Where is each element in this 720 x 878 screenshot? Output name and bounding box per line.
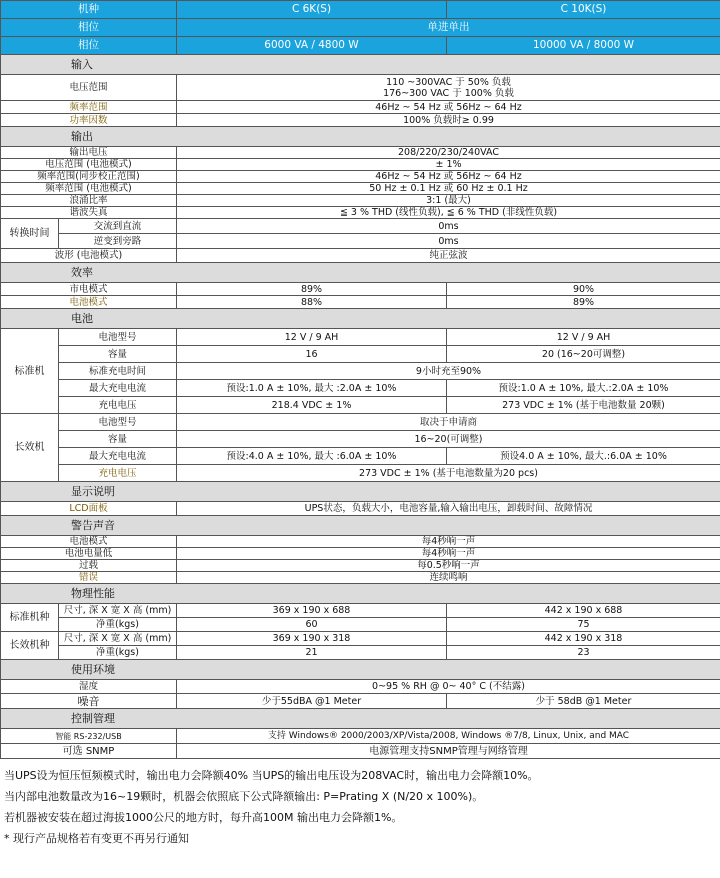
eff-ac-b: 90% <box>447 283 720 296</box>
phase-label: 相位 <box>1 19 177 37</box>
alarm-bat-label: 电池模式 <box>1 536 177 548</box>
battery-std-label: 标准机 <box>1 329 59 414</box>
input-freq-value: 46Hz ~ 54 Hz 或 56Hz ~ 64 Hz <box>177 101 720 114</box>
lcd-label: LCD面板 <box>1 502 177 516</box>
noise-b: 少于 58dB @1 Meter <box>447 694 720 709</box>
section-physical: 物理性能 <box>1 584 720 604</box>
eff-bat-b: 89% <box>447 296 720 309</box>
long-weight-a: 21 <box>177 646 447 660</box>
transfer-ac-value: 0ms <box>177 219 720 234</box>
phase-value: 单进单出 <box>177 19 720 37</box>
output-sync-freq-value: 46Hz ~ 54 Hz 或 56Hz ~ 64 Hz <box>177 171 720 183</box>
alarm-bat-value: 每4秒响一声 <box>177 536 720 548</box>
std-weight-label: 净重(kgs) <box>59 618 177 632</box>
waveform-label: 波形 (电池模式) <box>1 249 177 263</box>
eff-bat-a: 88% <box>177 296 447 309</box>
output-bat-voltage-label: 电压范围 (电池模式) <box>1 159 177 171</box>
long-type-label: 电池型号 <box>59 414 177 431</box>
long-weight-b: 23 <box>447 646 720 660</box>
std-weight-a: 60 <box>177 618 447 632</box>
input-voltage-value: 110 ~300VAC 于 50% 负载 176~300 VAC 于 100% 负载 <box>177 75 720 101</box>
eff-ac-label: 市电模式 <box>1 283 177 296</box>
long-charge-v-label: 充电电压 <box>59 465 177 482</box>
note-line-2: 当内部电池数量改为16~19颗时，机器会依照底下公式降额输出: P=Prating X (N/20 x 100%)。 <box>4 790 484 803</box>
physical-std-label: 标准机种 <box>1 604 59 632</box>
footnotes <box>0 759 720 849</box>
note-line-3: 若机器被安装在超过海拔1000公尺的地方时，每升高100M 输出电力会降额1%。 <box>4 811 403 824</box>
std-type-b: 12 V / 9 AH <box>447 329 720 346</box>
long-dim-a: 369 x 190 x 318 <box>177 632 447 646</box>
long-cap-label: 容量 <box>59 431 177 448</box>
alarm-overload-value: 每0.5秒响一声 <box>177 560 720 572</box>
note-line-1: 当UPS设为恒压恒频模式时，输出电力会降额40% 当UPS的输出电压设为208VAC时，输出电力会降额10%。 <box>4 769 539 782</box>
transfer-ac-label: 交流到直流 <box>59 219 177 234</box>
section-output: 输出 <box>1 127 720 147</box>
long-charge-v-value: 273 VDC ± 1% (基于电池数量为20 pcs) <box>177 465 720 482</box>
std-max-current-label: 最大充电电流 <box>59 380 177 397</box>
humidity-value: 0~95 % RH @ 0~ 40° C (不结露) <box>177 680 720 694</box>
std-dim-a: 369 x 190 x 688 <box>177 604 447 618</box>
long-weight-label: 净重(kgs) <box>59 646 177 660</box>
std-charge-v-label: 充电电压 <box>59 397 177 414</box>
alarm-low-value: 每4秒响一声 <box>177 548 720 560</box>
std-cap-label: 容量 <box>59 346 177 363</box>
input-freq-label: 频率范围 <box>1 101 177 114</box>
std-type-a: 12 V / 9 AH <box>177 329 447 346</box>
std-charge-time-value: 9小时充至90% <box>177 363 720 380</box>
alarm-overload-label: 过载 <box>1 560 177 572</box>
long-dim-b: 442 x 190 x 318 <box>447 632 720 646</box>
std-charge-v-a: 218.4 VDC ± 1% <box>177 397 447 414</box>
noise-label: 噪音 <box>1 694 177 709</box>
eff-bat-label: 电池模式 <box>1 296 177 309</box>
output-crest-value: 3:1 (最大) <box>177 195 720 207</box>
long-max-current-b: 预设4.0 A ± 10%, 最大.:6.0A ± 10% <box>447 448 720 465</box>
noise-a: 少于55dBA @1 Meter <box>177 694 447 709</box>
note-line-4: * 现行产品规格若有变更不再另行通知 <box>4 832 189 845</box>
section-management: 控制管理 <box>1 709 720 729</box>
output-sync-freq-label: 频率范围(同步校正范围) <box>1 171 177 183</box>
section-battery: 电池 <box>1 309 720 329</box>
std-weight-b: 75 <box>447 618 720 632</box>
section-efficiency: 效率 <box>1 263 720 283</box>
std-charge-v-b: 273 VDC ± 1% (基于电池数量 20颗) <box>447 397 720 414</box>
section-alarm: 警告声音 <box>1 516 720 536</box>
long-cap-value: 16~20(可调整) <box>177 431 720 448</box>
std-type-label: 电池型号 <box>59 329 177 346</box>
output-bat-freq-value: 50 Hz ± 0.1 Hz 或 60 Hz ± 0.1 Hz <box>177 183 720 195</box>
model-b: C 10K(S) <box>447 1 720 19</box>
section-environment: 使用环境 <box>1 660 720 680</box>
output-voltage-label: 输出电压 <box>1 147 177 159</box>
std-cap-a: 16 <box>177 346 447 363</box>
output-thd-label: 谐波失真 <box>1 207 177 219</box>
long-max-current-a: 预设:4.0 A ± 10%, 最大 :6.0A ± 10% <box>177 448 447 465</box>
long-dim-label: 尺寸, 深 X 宽 X 高 (mm) <box>59 632 177 646</box>
output-bat-voltage-value: ± 1% <box>177 159 720 171</box>
alarm-low-label: 电池电量低 <box>1 548 177 560</box>
section-display: 显示说明 <box>1 482 720 502</box>
transfer-bypass-value: 0ms <box>177 234 720 249</box>
output-bat-freq-label: 频率范围 (电池模式) <box>1 183 177 195</box>
lcd-value: UPS状态，负载大小，电池容量,输入输出电压，卸载时间、故障情况 <box>177 502 720 516</box>
output-crest-label: 浪涌比率 <box>1 195 177 207</box>
rs232-label: 智能 RS-232/USB <box>1 729 177 744</box>
physical-long-label: 长效机种 <box>1 632 59 660</box>
snmp-label: 可选 SNMP <box>1 744 177 759</box>
snmp-value: 电源管理支持SNMP管理与网络管理 <box>177 744 720 759</box>
output-thd-value: ≦ 3 % THD (线性负载), ≦ 6 % THD (非线性负载) <box>177 207 720 219</box>
humidity-label: 湿度 <box>1 680 177 694</box>
std-dim-label: 尺寸, 深 X 宽 X 高 (mm) <box>59 604 177 618</box>
transfer-bypass-label: 逆变到旁路 <box>59 234 177 249</box>
waveform-value: 纯正弦波 <box>177 249 720 263</box>
rs232-value: 支持 Windows® 2000/2003/XP/Vista/2008, Windows ®7/8, Linux, Unix, and MAC <box>177 729 720 744</box>
std-charge-time-label: 标准充电时间 <box>59 363 177 380</box>
input-pf-value: 100% 负载时≥ 0.99 <box>177 114 720 127</box>
input-pf-label: 功率因数 <box>1 114 177 127</box>
battery-long-label: 长效机 <box>1 414 59 482</box>
eff-ac-a: 89% <box>177 283 447 296</box>
model-a: C 6K(S) <box>177 1 447 19</box>
input-voltage-label: 电压范围 <box>1 75 177 101</box>
transfer-time-label: 转换时间 <box>1 219 59 249</box>
power-a: 6000 VA / 4800 W <box>177 37 447 55</box>
output-voltage-value: 208/220/230/240VAC <box>177 147 720 159</box>
alarm-fault-value: 连续鸣响 <box>177 572 720 584</box>
std-max-current-a: 预设:1.0 A ± 10%, 最大 :2.0A ± 10% <box>177 380 447 397</box>
section-input: 输入 <box>1 55 720 75</box>
long-max-current-label: 最大充电电流 <box>59 448 177 465</box>
power-b: 10000 VA / 8000 W <box>447 37 720 55</box>
std-max-current-b: 预设:1.0 A ± 10%, 最大.:2.0A ± 10% <box>447 380 720 397</box>
model-label: 机种 <box>1 1 177 19</box>
long-type-value: 取决于申请商 <box>177 414 720 431</box>
power-label: 相位 <box>1 37 177 55</box>
std-cap-b: 20 (16~20可调整) <box>447 346 720 363</box>
alarm-fault-label: 错误 <box>1 572 177 584</box>
std-dim-b: 442 x 190 x 688 <box>447 604 720 618</box>
